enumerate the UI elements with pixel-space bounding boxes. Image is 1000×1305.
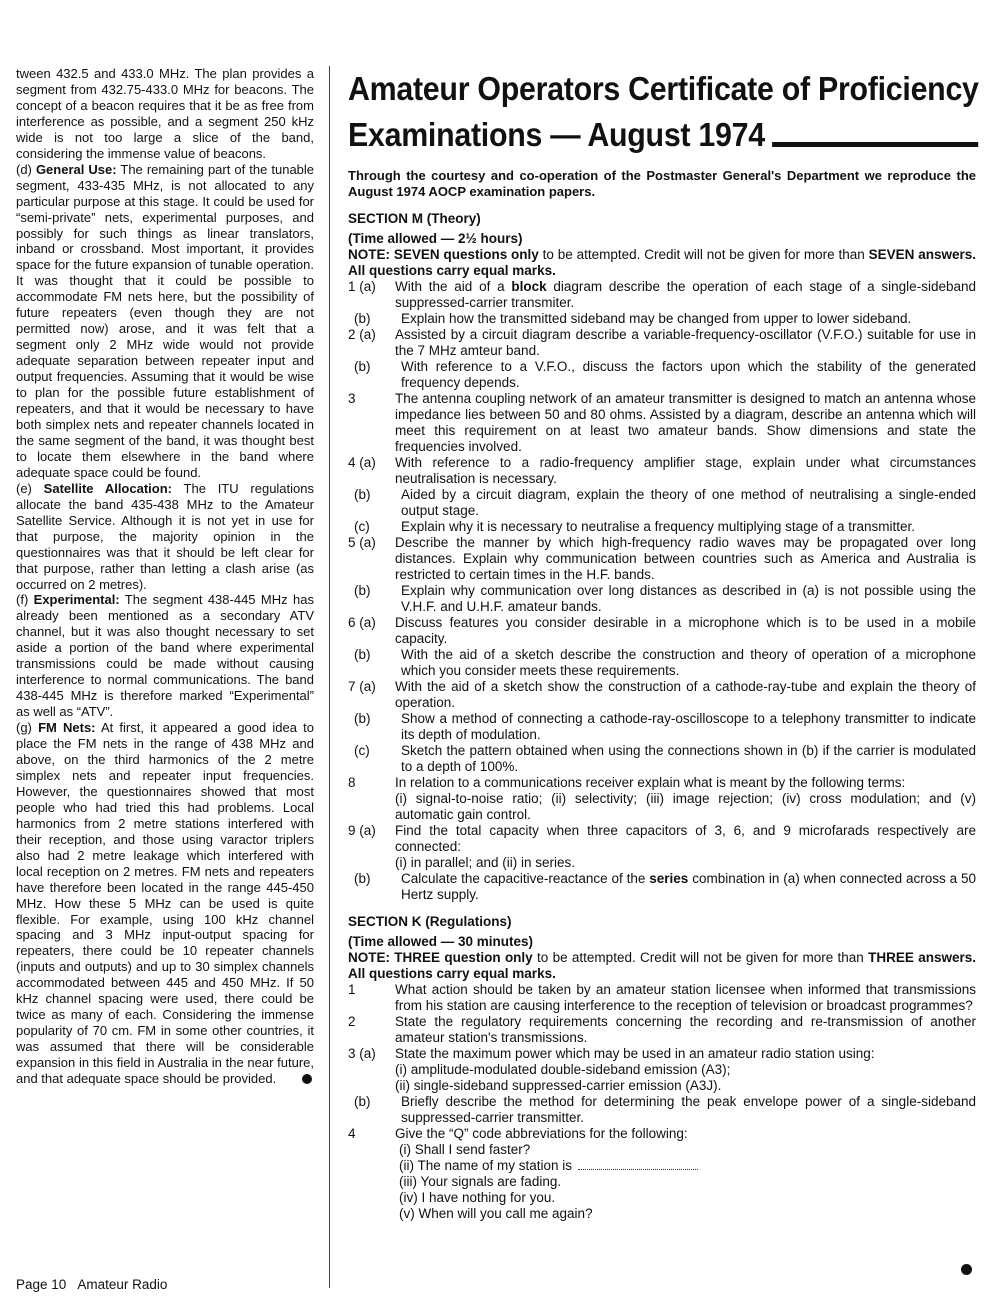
question-text [401,647,976,679]
question-item [348,679,976,711]
question-text-part: With the aid of a [395,279,512,294]
question-text-line: State the maximum power which may be used in an amateur radio station using: [395,1046,875,1061]
publication-name: Amateur Radio [77,1277,168,1292]
question-text [401,359,976,391]
q-code-text: (iv) I have nothing for you. [399,1190,556,1205]
question-text-line: Sketch the pattern obtained when using the connections shown in (b) if the carrier is modulated to a depth of 100%. [401,743,976,774]
question-text-line: Aided by a circuit diagram, explain the theory of one method of neutralising a single-ended output stage. [401,487,976,518]
q-code-text: (ii) The name of my station is [399,1158,573,1173]
section-m-heading: SECTION M (Theory) [348,211,481,226]
paragraph-text: At first, it appeared a good idea to place the FM nets in the range of 438 MHz and above, on the third harmonics of the 2 metre simplex nets and repeater input frequencies. However, the questionnaires showed that most people who had tried this had problems. Local harmonics from 2 metre stations interfered with their reception, and those using varactor triplers also had 2 metre leakage which interfered with local reception on 2 metres. FM nets and repeaters have therefore been located in the range 445-450 MHz. How these 5 MHz can be used is quite flexible. For example, using 100 kHz channel spacing and 3 MHz input-output spacing for repeaters, there could be 10 repeater channels (inputs and outputs) and up to 30 simplex channels accommodated between 445 and 450 MHz. If 50 kHz channel spacing were used, there could be twice as many of each. Considering the immense popularity of 70 cm. FM in some other countries, it was assumed that there will be considerable expansion in this field in Australia in the near future, and that adequate space should be provided. [16,720,314,1087]
question-number: (b) [354,1094,371,1109]
question-number: 6 (a) [348,615,376,630]
question-item [348,535,976,583]
paragraph-text: The ITU regulations allocate the band 435-438 MHz to the Amateur Satellite Service. Although it is not yet in use for that purpose, the majority opinion in the questionnaires was that it should be left clear for that purpose, rather than letting a clash arise (as occurred on 2 metres). [16,480,315,592]
question-number: 7 (a) [348,679,376,694]
question-text-line: With the aid of a sketch show the construction of a cathode-ray-tube and explain the theory of operation. [395,679,976,710]
question-text [395,775,976,823]
question-text [401,711,976,743]
question-item [348,615,976,647]
question-item [348,1094,976,1126]
paragraph-lead: FM Nets: [38,720,96,736]
question-text [401,583,976,615]
q-code-item [395,1190,976,1206]
title-line-1: Amateur Operators Certificate of Proficiency [348,70,979,107]
end-bullet-icon [961,1264,972,1275]
question-number: (b) [354,359,371,374]
question-text [401,743,976,775]
title-rule [772,142,978,147]
question-item [348,1126,976,1222]
question-text [395,615,976,647]
question-emphasis: block [511,279,547,294]
title-line-2: Examinations — August 1974 [348,116,765,153]
question-item [348,775,976,823]
article-column [348,66,979,1222]
question-text-line: (i) in parallel; and (ii) in series. [395,855,576,870]
question-text [395,679,976,711]
question-text-line: What action should be taken by an amateur station licensee when informed that transmissions from his station are causing interference to the reception of television or broadcast programmes? [395,982,976,1013]
question-text-part: combination in (a) when connected across a 50 Hertz supply. [401,871,977,902]
question-number: (c) [354,743,370,758]
question-text-line: With the aid of a sketch describe the construction and theory of operation of a microphone which you consider meets these requirements. [401,647,976,678]
q-code-text: (v) When will you call me again? [399,1206,593,1221]
question-text-part: diagram describe the operation of each stage of a single-sideband suppressed-carrier transmiter. [395,279,976,310]
question-text [395,1126,976,1222]
question-text-line: Find the total capacity when three capacitors of 3, 6, and 9 microfarads respectively are connected: [395,823,976,854]
page-number: Page 10 [16,1277,67,1292]
question-text [395,535,976,583]
question-text-line: (ii) single-sideband suppressed-carrier emission (A3J). [395,1078,722,1093]
question-item [348,279,976,311]
question-number: 2 [348,1014,356,1029]
question-number: 5 (a) [348,535,376,550]
question-text [401,311,976,327]
question-emphasis: series [649,871,689,886]
section-m-note [348,247,976,279]
question-text-line: (i) signal-to-noise ratio; (ii) selectivity; (iii) image rejection; (iv) cross modulation; and (v) automatic gain control. [395,791,976,822]
question-text [395,279,976,311]
end-bullet-icon [302,1074,312,1084]
question-item [348,1046,976,1094]
q-code-text: (iii) Your signals are fading. [399,1174,562,1189]
question-item [348,583,976,615]
question-item [348,711,976,743]
question-item [348,647,976,679]
question-text-line: With reference to a V.F.O., discuss the factors upon which the stability of the generated frequency depends. [401,359,976,390]
question-item [348,455,976,487]
note-label: NOTE: THREE question only [348,950,533,965]
column-divider [329,66,330,1288]
paragraph-lead: General Use: [35,161,117,177]
question-text-line: Describe the manner by which high-frequency radio waves may be propagated over long distances. Explain why communication between countries such as America and Australia is restricted to certain times in the H.F. bands. [395,535,976,582]
question-number: (b) [354,311,371,326]
question-text-line: In relation to a communications receiver explain what is meant by the following terms: [395,775,906,790]
question-text [395,327,976,359]
paragraph-lead: Experimental: [33,592,120,608]
article-intro: Through the courtesy and co-operation of the Postmaster General's Department we reproduce the August 1974 AOCP examination papers. [348,168,976,199]
paragraph-prefix: (f) [16,592,34,608]
question-text [395,1046,976,1094]
question-text-line: The antenna coupling network of an amateur transmitter is designed to match an antenna whose impedance lies between 50 and 80 ohms. Assisted by a diagram, describe an antenna which will meet this requirement on at least two amateur bands. Show dimensions and state the frequencies involved. [395,391,976,454]
question-text [395,391,976,455]
section-k-questions [348,982,976,1222]
q-code-item [395,1206,976,1222]
paragraph-lead: Satellite Allocation: [43,480,172,496]
question-number: (c) [354,519,370,534]
question-text-line: State the regulatory requirements concerning the recording and re-transmission of another amateur station's transmissions. [395,1014,976,1045]
question-number: (b) [354,583,371,598]
question-text [395,1014,976,1046]
note-bold: SEVEN answers. All questions carry equal marks. [348,247,976,278]
q-code-text: (i) Shall I send faster? [399,1142,531,1157]
paragraph-prefix: (e) [16,480,44,496]
question-text [401,1094,976,1126]
question-item [348,391,976,455]
question-number: 4 (a) [348,455,376,470]
question-text-line: Discuss features you consider desirable in a microphone which is to be used in a mobile capacity. [395,615,976,646]
question-number: (b) [354,647,371,662]
question-text-line: Explain why communication over long distances as described in (a) is not possible using the V.H.F. and U.H.F. amateur bands. [401,583,976,614]
question-text-line: Explain why it is necessary to neutralise a frequency multiplying stage of a transmitter. [401,519,915,534]
note-text: to be attempted. Credit will not be given for more than [538,247,869,262]
note-text: to be attempted. Credit will not be given for more than [532,950,869,965]
page-footer [16,1277,175,1293]
question-number: 9 (a) [348,823,376,838]
q-code-item [395,1142,976,1158]
paragraph-text: The segment 438-445 MHz has already been mentioned as a secondary ATV channel, but it was also thought necessary to set aside a portion of the band where experimental transmissions could be made without causing interference to normal communications. The band 438-445 MHz is therefore marked “Experimental” as well as “ATV”. [16,592,314,720]
title-line-2-wrap [348,112,978,158]
section-k-note [348,950,976,982]
question-item [348,519,976,535]
question-text-line: Assisted by a circuit diagram describe a variable-frequency-oscillator (V.F.O.) suitable for use in the 7 MHz amteur band. [395,327,976,358]
note-bold: THREE answers. All questions carry equal marks. [348,950,976,981]
question-text-line: (i) amplitude-modulated double-sideband emission (A3); [395,1062,731,1077]
question-number: (b) [354,871,371,886]
question-text-line: Briefly describe the method for determining the peak envelope power of a single-sideband suppressed-carrier transmitter. [401,1094,976,1125]
question-number: 8 [348,775,356,790]
question-number: 4 [348,1126,356,1141]
question-number: 3 [348,391,356,406]
question-text [395,982,976,1014]
question-number: (b) [354,711,371,726]
paragraph-general-use [16,162,314,481]
question-number: 2 (a) [348,327,376,342]
question-item [348,1014,976,1046]
left-column [16,66,314,1087]
question-text-line: Give the “Q” code abbreviations for the following: [395,1126,688,1141]
section-k-time: (Time allowed — 30 minutes) [348,934,534,949]
article-title [348,66,978,158]
question-number: (b) [354,487,371,502]
question-text [401,487,976,519]
question-number: 1 [348,982,356,997]
q-code-item [395,1174,976,1190]
paragraph-prefix: (g) [16,720,39,736]
question-text-line: Show a method of connecting a cathode-ray-oscilloscope to a telephony transmitter to indicate its depth of modulation. [401,711,976,742]
paragraph-beacons [16,66,314,162]
section-m-questions [348,279,976,903]
question-number: 3 (a) [348,1046,376,1061]
section-k-heading: SECTION K (Regulations) [348,914,512,929]
question-item [348,327,976,359]
note-label: NOTE: SEVEN questions only [348,247,539,262]
question-item [348,871,976,903]
question-text [401,519,976,535]
question-text [395,455,976,487]
question-text-line: Explain how the transmitted sideband may be changed from upper to lower sideband. [401,311,912,326]
paragraph-fm-nets [16,720,314,1087]
question-item [348,743,976,775]
question-item [348,311,976,327]
paragraph-prefix: (d) [16,161,36,177]
paragraph-text: The remaining part of the tunable segment, 433-435 MHz, is not allocated to any particular purpose at this stage. It could be used for “semi-private” nets, experimental purposes, and possibly for such things as linear translators, inband or crossband. Most important, it provides space for the future expansion of tunable operation. It was thought that it could be possible to accommodate FM nets here, but the possibility of future repeaters (even though they are not permitted now) arose, and it was felt that a segment only 2 MHz wide would not provide adequate separation between repeater input and output frequencies. Assuming that it would be wise to plan for the possible future establishment of repeaters, and that it would be necessary to have both simplex nets and repeater channels located in the same segment of the band, it was thought best to locate them elsewhere in the band where adequate space could be found. [16,161,315,480]
paragraph-experimental [16,592,314,720]
question-text [395,823,976,871]
question-item [348,823,976,871]
question-item [348,982,976,1014]
question-item [348,487,976,519]
section-m-time: (Time allowed — 2½ hours) [348,231,523,246]
question-number: 1 (a) [348,279,376,294]
question-text-line: With reference to a radio-frequency amplifier stage, explain under what circumstances neutralisation is necessary. [395,455,976,486]
q-code-item [395,1158,976,1174]
blank-line [578,1169,698,1170]
paragraph-text: tween 432.5 and 433.0 MHz. The plan provides a segment from 432.75-433.0 MHz for beacons. The concept of a beacon requires that it be as free from interference as possible, and a segment 250 kHz wide is not too large a slice of the band, considering the immense value of beacons. [16,66,314,161]
question-text [401,871,976,903]
paragraph-satellite [16,481,314,593]
question-text-part: Calculate the capacitive-reactance of the [401,871,650,886]
question-item [348,359,976,391]
